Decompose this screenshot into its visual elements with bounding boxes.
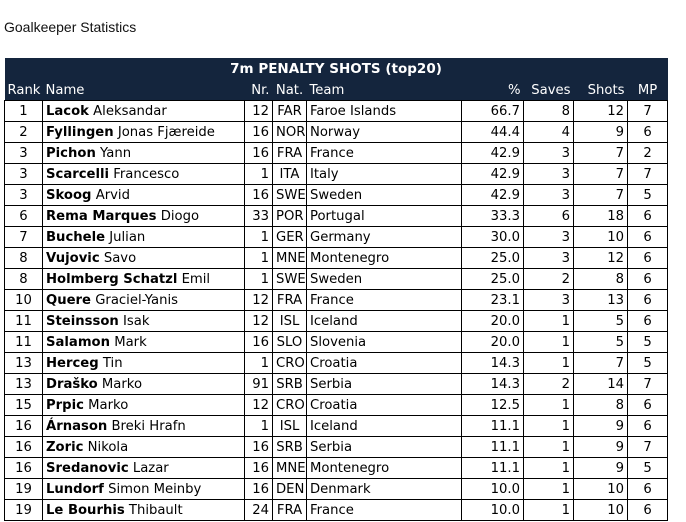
cell-nr: 16 <box>245 437 273 458</box>
cell-nr: 16 <box>245 185 273 206</box>
player-last-name: Draško <box>46 376 98 392</box>
cell-shots: 7 <box>574 143 628 164</box>
cell-nat: GER <box>273 227 307 248</box>
cell-name[interactable] <box>43 374 245 395</box>
cell-shots: 5 <box>574 332 628 353</box>
cell-saves: 3 <box>524 227 574 248</box>
cell-team: Germany <box>307 227 462 248</box>
cell-mp: 6 <box>628 290 668 311</box>
column-header-mp[interactable]: MP <box>628 80 668 101</box>
cell-rank: 19 <box>5 500 43 521</box>
cell-saves: 2 <box>524 374 574 395</box>
cell-shots: 18 <box>574 206 628 227</box>
cell-rank: 7 <box>5 227 43 248</box>
cell-nr: 24 <box>245 500 273 521</box>
cell-mp: 7 <box>628 437 668 458</box>
table-row <box>5 500 668 521</box>
cell-team: Slovenia <box>307 332 462 353</box>
cell-name[interactable] <box>43 353 245 374</box>
cell-mp: 6 <box>628 395 668 416</box>
cell-saves: 1 <box>524 500 574 521</box>
cell-nat: SLO <box>273 332 307 353</box>
cell-name[interactable] <box>43 227 245 248</box>
cell-team: Iceland <box>307 416 462 437</box>
cell-mp: 6 <box>628 206 668 227</box>
table-row <box>5 143 668 164</box>
player-last-name: Quere <box>46 292 91 308</box>
cell-shots: 7 <box>574 164 628 185</box>
player-first-name: Graciel-Yanis <box>95 292 179 308</box>
cell-nat: SRB <box>273 374 307 395</box>
player-first-name: Lazar <box>132 460 169 476</box>
cell-team: Croatia <box>307 353 462 374</box>
table-row <box>5 164 668 185</box>
cell-rank: 1 <box>5 101 43 122</box>
cell-shots: 7 <box>574 353 628 374</box>
cell-team: Faroe Islands <box>307 101 462 122</box>
cell-team: Serbia <box>307 437 462 458</box>
player-last-name: Lundorf <box>46 481 104 497</box>
player-last-name: Herceg <box>46 355 99 371</box>
player-last-name: Skoog <box>46 187 92 203</box>
cell-mp: 6 <box>628 500 668 521</box>
cell-percent: 11.1 <box>462 458 524 479</box>
cell-percent: 20.0 <box>462 332 524 353</box>
cell-percent: 44.4 <box>462 122 524 143</box>
cell-rank: 13 <box>5 353 43 374</box>
cell-mp: 5 <box>628 185 668 206</box>
cell-rank: 15 <box>5 395 43 416</box>
player-last-name: Prpic <box>46 397 84 413</box>
cell-rank: 16 <box>5 458 43 479</box>
player-last-name: Pichon <box>46 145 96 161</box>
cell-nr: 12 <box>245 395 273 416</box>
cell-name[interactable] <box>43 122 245 143</box>
cell-name[interactable] <box>43 332 245 353</box>
cell-shots: 5 <box>574 311 628 332</box>
penalty-stats-table <box>4 58 668 521</box>
cell-shots: 10 <box>574 479 628 500</box>
cell-mp: 5 <box>628 353 668 374</box>
player-last-name: Holmberg Schatzl <box>46 271 178 287</box>
player-last-name: Sredanovic <box>46 460 129 476</box>
cell-name[interactable] <box>43 395 245 416</box>
player-first-name: Diogo <box>160 208 200 224</box>
cell-percent: 30.0 <box>462 227 524 248</box>
column-header-percent[interactable]: % <box>462 80 524 101</box>
cell-nr: 16 <box>245 122 273 143</box>
table-row <box>5 458 668 479</box>
cell-mp: 6 <box>628 416 668 437</box>
cell-percent: 42.9 <box>462 164 524 185</box>
table-row <box>5 269 668 290</box>
player-first-name: Thibault <box>128 502 183 518</box>
cell-saves: 1 <box>524 437 574 458</box>
player-last-name: Rema Marques <box>46 208 157 224</box>
cell-rank: 16 <box>5 437 43 458</box>
cell-saves: 1 <box>524 311 574 332</box>
player-first-name: Tin <box>102 355 123 371</box>
player-first-name: Yann <box>100 145 132 161</box>
cell-name[interactable] <box>43 458 245 479</box>
cell-percent: 23.1 <box>462 290 524 311</box>
cell-name[interactable] <box>43 500 245 521</box>
player-last-name: Buchele <box>46 229 106 245</box>
cell-percent: 10.0 <box>462 500 524 521</box>
cell-nat: SWE <box>273 269 307 290</box>
table-row <box>5 395 668 416</box>
cell-percent: 11.1 <box>462 416 524 437</box>
cell-name[interactable] <box>43 185 245 206</box>
cell-nr: 16 <box>245 479 273 500</box>
cell-rank: 16 <box>5 416 43 437</box>
cell-nat: ITA <box>273 164 307 185</box>
cell-nat: CRO <box>273 353 307 374</box>
cell-nr: 1 <box>245 353 273 374</box>
cell-nr: 12 <box>245 311 273 332</box>
cell-mp: 6 <box>628 269 668 290</box>
cell-rank: 8 <box>5 248 43 269</box>
player-first-name: Francesco <box>113 166 180 182</box>
cell-nat: POR <box>273 206 307 227</box>
table-row <box>5 479 668 500</box>
cell-percent: 10.0 <box>462 479 524 500</box>
cell-mp: 6 <box>628 311 668 332</box>
cell-saves: 1 <box>524 458 574 479</box>
cell-nat: MNE <box>273 458 307 479</box>
player-last-name: Scarcelli <box>46 166 110 182</box>
cell-rank: 11 <box>5 332 43 353</box>
player-last-name: Fyllingen <box>46 124 114 140</box>
cell-shots: 7 <box>574 185 628 206</box>
player-last-name: Árnason <box>46 418 108 434</box>
cell-rank: 3 <box>5 185 43 206</box>
cell-shots: 8 <box>574 395 628 416</box>
player-first-name: Breki Hrafn <box>111 418 186 434</box>
table-row <box>5 374 668 395</box>
cell-rank: 2 <box>5 122 43 143</box>
column-header-saves[interactable]: Saves <box>524 80 574 101</box>
cell-shots: 10 <box>574 500 628 521</box>
cell-rank: 3 <box>5 143 43 164</box>
cell-nat: FAR <box>273 101 307 122</box>
cell-team: France <box>307 143 462 164</box>
table-title: 7m PENALTY SHOTS (top20) <box>5 58 668 80</box>
cell-mp: 6 <box>628 479 668 500</box>
cell-name[interactable] <box>43 290 245 311</box>
cell-percent: 33.3 <box>462 206 524 227</box>
cell-team: Montenegro <box>307 248 462 269</box>
cell-mp: 5 <box>628 458 668 479</box>
cell-name[interactable] <box>43 164 245 185</box>
player-last-name: Salamon <box>46 334 111 350</box>
cell-rank: 11 <box>5 311 43 332</box>
player-first-name: Nikola <box>87 439 129 455</box>
cell-nr: 1 <box>245 416 273 437</box>
cell-team: Iceland <box>307 311 462 332</box>
table-body <box>5 101 668 521</box>
cell-mp: 2 <box>628 143 668 164</box>
player-first-name: Isak <box>123 313 150 329</box>
cell-saves: 3 <box>524 164 574 185</box>
cell-shots: 14 <box>574 374 628 395</box>
player-first-name: Aleksandar <box>93 103 167 119</box>
cell-nat: FRA <box>273 500 307 521</box>
cell-nr: 16 <box>245 458 273 479</box>
cell-name[interactable] <box>43 101 245 122</box>
cell-nat: ISL <box>273 416 307 437</box>
cell-shots: 13 <box>574 290 628 311</box>
cell-saves: 3 <box>524 185 574 206</box>
column-header-team[interactable]: Team <box>307 80 462 101</box>
column-header-shots[interactable]: Shots <box>574 80 628 101</box>
cell-mp: 5 <box>628 332 668 353</box>
cell-nat: NOR <box>273 122 307 143</box>
table-row <box>5 206 668 227</box>
cell-nat: CRO <box>273 395 307 416</box>
cell-shots: 9 <box>574 458 628 479</box>
column-header-nat[interactable]: Nat. <box>273 80 307 101</box>
cell-team: Italy <box>307 164 462 185</box>
cell-name[interactable] <box>43 416 245 437</box>
cell-nat: FRA <box>273 143 307 164</box>
table-title-row <box>5 58 668 80</box>
cell-shots: 12 <box>574 248 628 269</box>
cell-name[interactable] <box>43 248 245 269</box>
cell-nat: MNE <box>273 248 307 269</box>
cell-mp: 6 <box>628 248 668 269</box>
table-row <box>5 416 668 437</box>
cell-nr: 1 <box>245 269 273 290</box>
player-last-name: Vujovic <box>46 250 100 266</box>
cell-name[interactable] <box>43 269 245 290</box>
cell-saves: 1 <box>524 479 574 500</box>
cell-shots: 8 <box>574 269 628 290</box>
cell-saves: 3 <box>524 248 574 269</box>
player-first-name: Julian <box>109 229 146 245</box>
cell-team: Montenegro <box>307 458 462 479</box>
cell-mp: 6 <box>628 227 668 248</box>
cell-nr: 16 <box>245 332 273 353</box>
cell-saves: 6 <box>524 206 574 227</box>
cell-team: Croatia <box>307 395 462 416</box>
cell-saves: 8 <box>524 101 574 122</box>
cell-mp: 7 <box>628 101 668 122</box>
player-first-name: Simon Meinby <box>108 481 202 497</box>
cell-team: Sweden <box>307 185 462 206</box>
player-first-name: Marko <box>88 397 129 413</box>
player-last-name: Zoric <box>46 439 84 455</box>
cell-mp: 7 <box>628 374 668 395</box>
column-header-nr[interactable]: Nr. <box>245 80 273 101</box>
player-first-name: Savo <box>103 250 137 266</box>
table-row <box>5 101 668 122</box>
cell-nr: 12 <box>245 290 273 311</box>
cell-percent: 14.3 <box>462 353 524 374</box>
player-first-name: Arvid <box>95 187 130 203</box>
column-header-rank[interactable]: Rank <box>5 80 43 101</box>
cell-rank: 13 <box>5 374 43 395</box>
cell-nr: 91 <box>245 374 273 395</box>
table-row <box>5 248 668 269</box>
table-row <box>5 122 668 143</box>
cell-name[interactable] <box>43 206 245 227</box>
cell-shots: 9 <box>574 416 628 437</box>
cell-team: France <box>307 290 462 311</box>
player-first-name: Emil <box>181 271 211 287</box>
player-first-name: Mark <box>114 334 147 350</box>
cell-rank: 6 <box>5 206 43 227</box>
cell-percent: 12.5 <box>462 395 524 416</box>
player-last-name: Le Bourhis <box>46 502 125 518</box>
cell-team: France <box>307 500 462 521</box>
cell-nat: FRA <box>273 290 307 311</box>
cell-name[interactable] <box>43 479 245 500</box>
cell-percent: 25.0 <box>462 269 524 290</box>
cell-saves: 2 <box>524 269 574 290</box>
cell-name[interactable] <box>43 311 245 332</box>
cell-mp: 6 <box>628 122 668 143</box>
player-first-name: Jonas Fjæreide <box>117 124 215 140</box>
cell-nat: SWE <box>273 185 307 206</box>
table-row <box>5 332 668 353</box>
cell-team: Denmark <box>307 479 462 500</box>
cell-saves: 1 <box>524 353 574 374</box>
player-last-name: Steinsson <box>46 313 119 329</box>
player-first-name: Marko <box>101 376 143 392</box>
table-row <box>5 185 668 206</box>
page-title: Goalkeeper Statistics <box>4 19 137 35</box>
cell-nr: 1 <box>245 227 273 248</box>
cell-percent: 42.9 <box>462 185 524 206</box>
cell-nr: 33 <box>245 206 273 227</box>
cell-shots: 9 <box>574 437 628 458</box>
cell-nat: DEN <box>273 479 307 500</box>
cell-team: Portugal <box>307 206 462 227</box>
cell-nr: 16 <box>245 143 273 164</box>
cell-saves: 3 <box>524 143 574 164</box>
cell-saves: 1 <box>524 332 574 353</box>
table-row <box>5 353 668 374</box>
cell-rank: 3 <box>5 164 43 185</box>
cell-shots: 12 <box>574 101 628 122</box>
cell-percent: 25.0 <box>462 248 524 269</box>
cell-nr: 1 <box>245 248 273 269</box>
cell-nr: 1 <box>245 164 273 185</box>
cell-saves: 1 <box>524 395 574 416</box>
cell-name[interactable] <box>43 143 245 164</box>
cell-percent: 66.7 <box>462 101 524 122</box>
column-header-name[interactable]: Name <box>43 80 245 101</box>
table-row <box>5 437 668 458</box>
cell-shots: 9 <box>574 122 628 143</box>
table-row <box>5 290 668 311</box>
cell-rank: 10 <box>5 290 43 311</box>
cell-percent: 11.1 <box>462 437 524 458</box>
cell-percent: 14.3 <box>462 374 524 395</box>
cell-name[interactable] <box>43 437 245 458</box>
player-last-name: Lacok <box>46 103 89 119</box>
cell-team: Norway <box>307 122 462 143</box>
cell-rank: 19 <box>5 479 43 500</box>
cell-percent: 42.9 <box>462 143 524 164</box>
cell-nr: 12 <box>245 101 273 122</box>
column-header-row <box>5 80 668 101</box>
cell-mp: 7 <box>628 164 668 185</box>
cell-shots: 10 <box>574 227 628 248</box>
cell-team: Sweden <box>307 269 462 290</box>
table-row <box>5 227 668 248</box>
cell-saves: 3 <box>524 290 574 311</box>
cell-saves: 1 <box>524 416 574 437</box>
cell-team: Serbia <box>307 374 462 395</box>
cell-percent: 20.0 <box>462 311 524 332</box>
cell-nat: ISL <box>273 311 307 332</box>
table-row <box>5 311 668 332</box>
cell-rank: 8 <box>5 269 43 290</box>
cell-nat: SRB <box>273 437 307 458</box>
cell-saves: 4 <box>524 122 574 143</box>
